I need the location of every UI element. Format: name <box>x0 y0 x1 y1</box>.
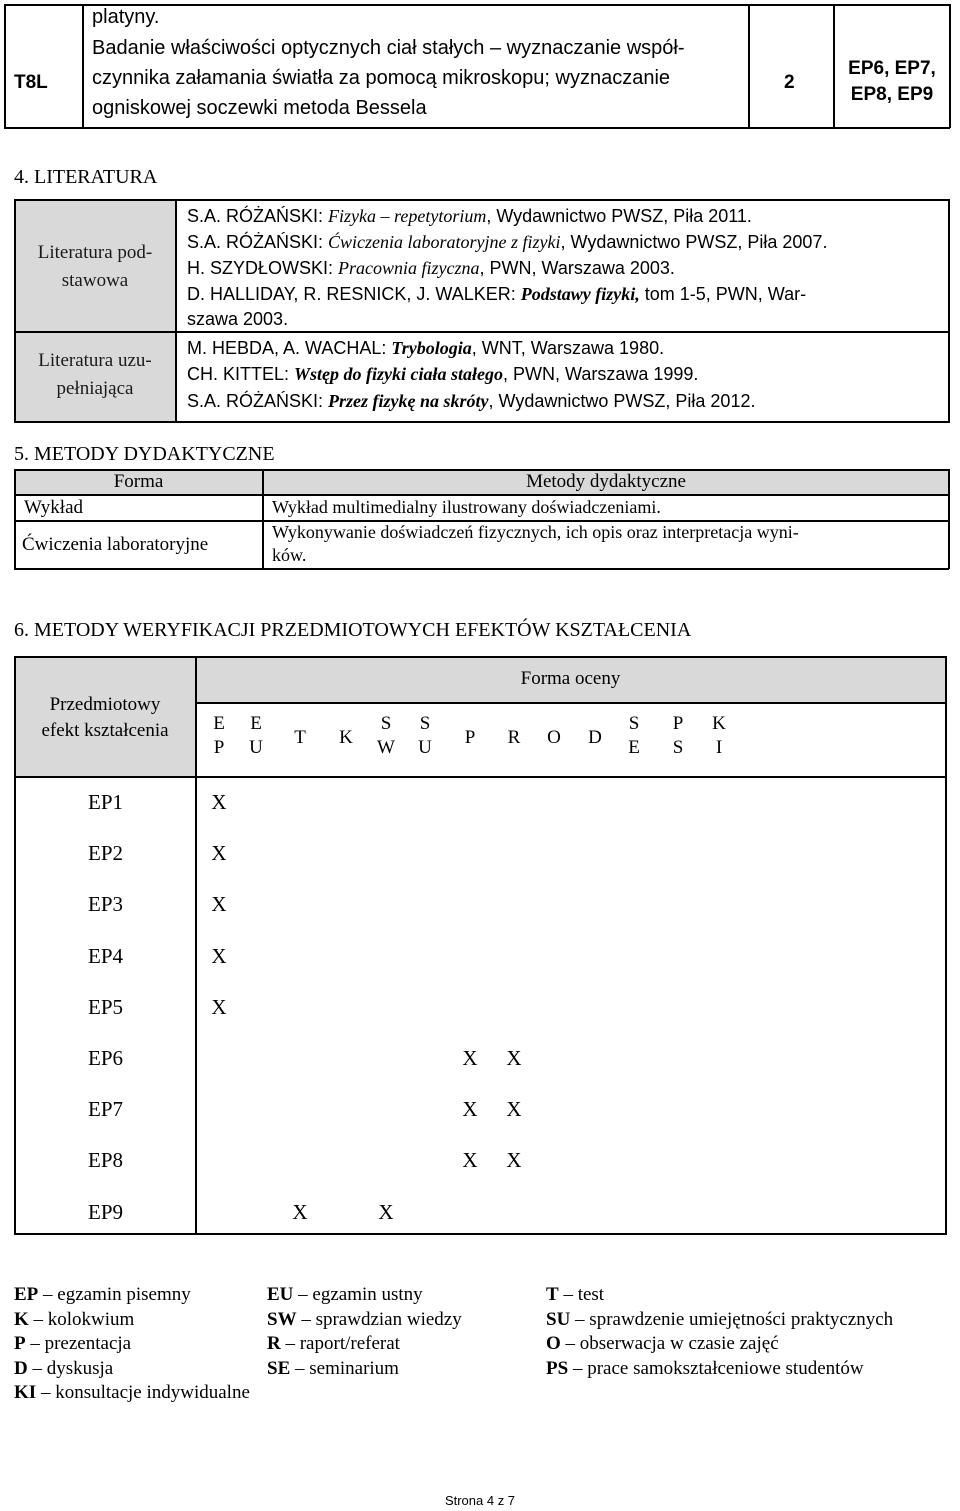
item-author: S.A. RÓŻAŃSKI: <box>187 206 329 226</box>
form-column-letter: D <box>588 727 602 748</box>
form-column-letter: S <box>380 713 392 734</box>
effect-row-label: EP5 <box>88 994 124 1019</box>
form-column-letter: R <box>507 727 521 748</box>
item-title: Trybologia <box>391 338 472 358</box>
item-author: S.A. RÓŻAŃSKI: <box>187 232 329 252</box>
assessment-mark: X <box>506 1097 522 1122</box>
effect-row-label: EP9 <box>88 1199 124 1224</box>
topic-desc-line-1: Badanie właściwości optycznych ciał stałych – wyznaczanie współ- <box>92 37 685 59</box>
literature-basic-label-line: Literatura pod- <box>37 242 153 263</box>
literature-basic-label <box>16 239 174 295</box>
effect-row-label: EP4 <box>88 943 124 968</box>
verification-heading: 6. METODY WERYFIKACJI PRZEDMIOTOWYCH EFEKTÓW KSZTAŁCENIA <box>14 619 692 641</box>
form-column-header <box>207 712 231 760</box>
assessment-mark: X <box>462 1148 478 1173</box>
literature-supp-item <box>187 335 664 361</box>
form-column-letter: U <box>249 737 263 758</box>
topic-effects-1: EP6, EP7, <box>848 58 936 79</box>
form-column-letter: S <box>419 713 431 734</box>
literature-basic-cont: szawa 2003. <box>187 309 289 329</box>
topic-desc-prev: platyny. <box>92 6 160 28</box>
assessment-mark: X <box>378 1199 394 1224</box>
item-author: CH. KITTEL: <box>187 364 295 384</box>
item-author: S.A. RÓŻAŃSKI: <box>187 391 329 411</box>
item-title: Wstęp do fizyki ciała stałego <box>294 364 503 384</box>
assessment-mark: X <box>292 1199 308 1224</box>
methods-method-lab-1: Wykonywanie doświadczeń fizycznych, ich opis oraz interpretacja wyni- <box>272 522 799 542</box>
legend-desc: – konsultacje indywidualne <box>36 1382 250 1403</box>
form-column-header <box>413 712 437 760</box>
item-title: Pracownia fizyczna <box>338 258 480 278</box>
form-column-header <box>334 726 358 750</box>
form-column-letter: T <box>294 727 306 748</box>
form-column-letter: I <box>715 737 723 758</box>
form-column-header <box>542 726 566 750</box>
item-rest: , WNT, Warszawa 1980. <box>471 338 665 358</box>
form-column-letter: K <box>339 727 353 748</box>
legend-item <box>267 1333 400 1355</box>
legend-item <box>14 1284 191 1306</box>
legend-item <box>546 1284 604 1306</box>
legend-abbr: PS <box>546 1357 569 1379</box>
legend-item <box>14 1309 134 1331</box>
form-column-letter: S <box>628 713 640 734</box>
form-column-header <box>288 726 312 750</box>
topic-desc-line-2: czynnika załamania światła za pomocą mikroskopu; wyznaczanie <box>92 67 671 89</box>
legend-desc: – sprawdzian wiedzy <box>296 1308 462 1330</box>
literature-supplementary-label <box>16 347 174 403</box>
legend-abbr: R <box>267 1333 281 1354</box>
legend-desc: – prace samokształceniowe studentów <box>568 1357 864 1379</box>
legend-item <box>14 1358 113 1380</box>
form-column-header <box>583 726 607 750</box>
item-title: Fizyka – repetytorium <box>328 206 487 226</box>
assessment-mark: X <box>211 892 227 917</box>
literature-basic-item <box>187 203 752 229</box>
legend-desc: – egzamin ustny <box>293 1284 423 1305</box>
form-column-header <box>707 712 731 760</box>
page-footer: Strona 4 z 7 <box>444 1493 516 1508</box>
legend-desc: – sprawdzenie umiejętności praktycznych <box>570 1308 894 1330</box>
literature-supplementary-label-line: Literatura uzu- <box>38 350 152 371</box>
item-rest: , PWN, Warszawa 1999. <box>503 364 699 384</box>
item-rest: , Wydawnictwo PWSZ, Piła 2011. <box>486 206 752 226</box>
legend-desc: – kolokwium <box>28 1308 135 1330</box>
topic-effects-2: EP8, EP9 <box>850 84 934 105</box>
effect-row-label: EP3 <box>88 892 124 917</box>
literature-basic-item <box>187 255 675 281</box>
form-column-letter: P <box>213 737 225 758</box>
literature-supp-item <box>187 361 698 387</box>
item-title: Ćwiczenia laboratoryjne z fizyki <box>328 232 561 252</box>
literature-basic-item <box>187 281 806 307</box>
topic-code: T8L <box>14 72 48 93</box>
form-column-letter: K <box>712 713 726 734</box>
methods-method-lab-2: ków. <box>272 545 307 565</box>
form-column-letter: E <box>213 713 225 734</box>
item-author: M. HEBDA, A. WACHAL: <box>187 338 392 358</box>
legend-abbr: D <box>14 1357 28 1379</box>
legend-item <box>546 1333 779 1355</box>
legend-abbr: O <box>546 1333 561 1354</box>
methods-method-lecture: Wykład multimedialny ilustrowany doświadczeniami. <box>272 497 661 517</box>
form-column-letter: P <box>672 713 684 734</box>
legend-abbr: P <box>14 1333 26 1354</box>
assessment-mark: X <box>462 1046 478 1070</box>
item-rest: , PWN, Warszawa 2003. <box>479 258 675 278</box>
form-column-letter: E <box>250 713 262 734</box>
legend-item <box>14 1333 131 1355</box>
legend-abbr: EU <box>267 1284 294 1305</box>
effect-row-label: EP8 <box>88 1148 124 1173</box>
legend-item <box>267 1284 423 1306</box>
legend-item <box>267 1309 462 1331</box>
assessment-mark: X <box>211 841 227 866</box>
legend-abbr: SW <box>267 1308 297 1330</box>
literature-supplementary-label-line: pełniająca <box>56 378 134 399</box>
verification-form-header: Forma oceny <box>520 668 621 689</box>
item-title: Podstawy fizyki, <box>520 284 640 304</box>
legend-abbr: KI <box>14 1382 37 1403</box>
methods-col-form: Forma <box>113 471 164 492</box>
legend-item <box>14 1382 250 1404</box>
col-effect-line: efekt kształcenia <box>41 720 169 741</box>
form-column-letter: W <box>377 737 395 758</box>
form-column-header <box>502 726 526 750</box>
legend-desc: – test <box>558 1284 605 1305</box>
item-rest: tom 1-5, PWN, War- <box>639 284 807 304</box>
form-column-letter: O <box>547 727 561 748</box>
form-column-letter: S <box>672 737 684 758</box>
form-column-header <box>666 712 690 760</box>
item-rest: , Wydawnictwo PWSZ, Piła 2007. <box>560 232 828 252</box>
legend-abbr: K <box>14 1308 29 1330</box>
topic-desc-line-3: ogniskowej soczewki metoda Bessela <box>92 97 427 119</box>
effect-row-label: EP6 <box>88 1046 124 1070</box>
form-column-letter: P <box>464 727 476 748</box>
assessment-mark: X <box>211 994 227 1019</box>
form-column-header <box>622 712 646 760</box>
legend-desc: – egzamin pisemny <box>38 1284 191 1305</box>
effect-row-label: EP7 <box>88 1097 124 1122</box>
assessment-mark: X <box>506 1148 522 1173</box>
literature-heading: 4. LITERATURA <box>14 166 158 188</box>
methods-heading: 5. METODY DYDAKTYCZNE <box>14 443 275 465</box>
item-author: D. HALLIDAY, R. RESNICK, J. WALKER: <box>187 284 521 304</box>
legend-desc: – seminarium <box>290 1357 399 1379</box>
legend-abbr: EP <box>14 1284 39 1305</box>
legend-desc: – raport/referat <box>280 1333 400 1354</box>
literature-basic-label-line: stawowa <box>61 270 129 291</box>
legend-item <box>267 1358 399 1380</box>
literature-supp-item <box>187 388 755 414</box>
assessment-mark: X <box>211 790 227 814</box>
form-column-header <box>458 726 482 750</box>
effect-row-label: EP2 <box>88 841 124 866</box>
col-effect-line: Przedmiotowy <box>49 694 161 715</box>
legend-desc: – dyskusja <box>27 1357 114 1379</box>
effect-row-label: EP1 <box>88 790 124 814</box>
assessment-mark: X <box>462 1097 478 1122</box>
assessment-mark: X <box>211 943 227 968</box>
legend-abbr: SU <box>546 1308 571 1330</box>
literature-basic-item <box>187 229 827 255</box>
legend-desc: – prezentacja <box>25 1333 132 1354</box>
form-column-letter: E <box>628 737 640 758</box>
legend-abbr: T <box>546 1284 559 1305</box>
verification-col-effect <box>15 692 195 744</box>
legend-item <box>546 1309 893 1331</box>
methods-form-lecture: Wykład <box>24 497 84 518</box>
item-rest: , Wydawnictwo PWSZ, Piła 2012. <box>488 391 756 411</box>
legend-abbr: SE <box>267 1357 291 1379</box>
form-column-header <box>244 712 268 760</box>
item-title: Przez fizykę na skróty <box>328 391 489 411</box>
methods-col-methods: Metody dydaktyczne <box>526 471 686 492</box>
assessment-mark: X <box>506 1046 522 1070</box>
topic-hours: 2 <box>784 72 795 93</box>
legend-item <box>546 1358 864 1380</box>
item-author: H. SZYDŁOWSKI: <box>187 258 339 278</box>
form-column-header <box>374 712 398 760</box>
form-column-letter: U <box>418 737 432 758</box>
methods-form-lab: Ćwiczenia laboratoryjne <box>22 534 209 555</box>
legend-desc: – obserwacja w czasie zajęć <box>560 1333 779 1354</box>
